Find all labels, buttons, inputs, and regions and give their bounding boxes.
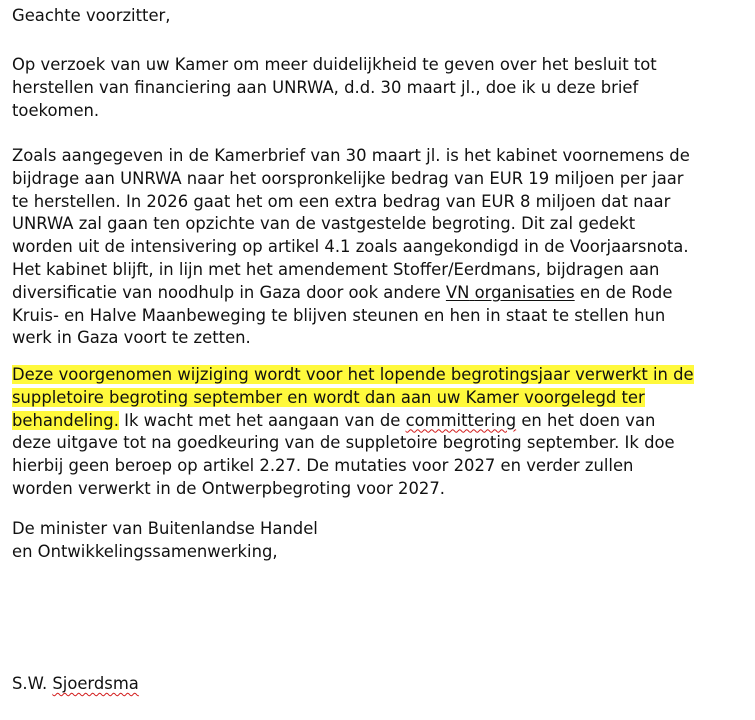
signature	[12, 673, 139, 696]
paragraph-request	[12, 54, 657, 122]
paragraph-line: bijdrage aan UNRWA naar het oorspronkelijke bedrag van EUR 19 miljoen per jaar	[12, 168, 684, 188]
highlighted-text: suppletoire begroting september en wordt dan aan uw Kamer voorgelegd ter	[12, 387, 645, 407]
paragraph-line: worden uit de intensivering op artikel 4.1 zoals aangekondigd in de Voorjaarsnota.	[12, 237, 689, 257]
paragraph-line-mixed	[12, 410, 694, 433]
paragraph-line: UNRWA zal gaan ten opzichte van de vastgestelde begroting. Dit zal gedekt	[12, 214, 636, 234]
vn-word: VN	[445, 282, 470, 302]
paragraph-line: te herstellen. In 2026 gaat het om een extra bedrag van EUR 8 miljoen dat naar	[12, 191, 671, 211]
closing-title	[12, 518, 318, 564]
paragraph-line: hierbij geen beroep op artikel 2.27. De mutaties voor 2027 en verder zullen	[12, 456, 634, 476]
paragraph-budget	[12, 364, 694, 501]
paragraph-line: worden verwerkt in de Ontwerpbegroting voor 2027.	[12, 478, 445, 498]
paragraph-line: werk in Gaza voort te zetten.	[12, 328, 251, 348]
paragraph-line: deze uitgave tot na goedkeuring van de suppletoire begroting september. Ik doe	[12, 433, 675, 453]
paragraph-funding	[12, 145, 690, 350]
highlighted-text: behandeling.	[12, 410, 119, 430]
paragraph-line: Het kabinet blijft, in lijn met het amendement Stoffer/Eerdmans, bijdragen aan	[12, 259, 660, 279]
text-segment: en het doen van	[516, 410, 656, 430]
text-segment: Ik wacht met het aangaan van de	[118, 410, 406, 430]
signature-initials: S.W.	[12, 674, 53, 693]
text-segment: diversificatie van noodhulp in Gaza door ook andere	[12, 282, 446, 302]
paragraph-line-highlighted	[12, 364, 694, 387]
paragraph-line-highlighted	[12, 387, 694, 410]
paragraph-line: herstellen van financiering aan UNRWA, d.d. 30 maart jl., doe ik u deze brief	[12, 77, 639, 97]
text-segment: en de Rode	[574, 282, 673, 302]
salutation	[12, 5, 171, 28]
paragraph-line: Op verzoek van uw Kamer om meer duidelijkheid te geven over het besluit tot	[12, 55, 657, 74]
paragraph-line-vn-organisations	[12, 282, 690, 305]
letter-body	[12, 0, 742, 720]
paragraph-line: toekomen.	[12, 100, 100, 120]
signature-line	[12, 673, 139, 696]
closing-line: en Ontwikkelingssamenwerking,	[12, 541, 278, 561]
committering-spellcheck-word: committering	[405, 410, 517, 430]
paragraph-line: Zoals aangegeven in de Kamerbrief van 30 maart jl. is het kabinet voornemens de	[12, 146, 690, 165]
closing-line: De minister van Buitenlandse Handel	[12, 519, 318, 538]
signature-surname-spellcheck: Sjoerdsma	[52, 674, 139, 693]
organisaties-word: organisaties	[474, 282, 575, 302]
paragraph-line: Kruis- en Halve Maanbeweging te blijven steunen en hen in staat te stellen hun	[12, 305, 666, 325]
salutation-line: Geachte voorzitter,	[12, 6, 171, 25]
vn-organisaties-underlined	[446, 283, 575, 302]
highlighted-text: Deze voorgenomen wijziging wordt voor het lopende begrotingsjaar verwerkt in de	[12, 365, 694, 384]
